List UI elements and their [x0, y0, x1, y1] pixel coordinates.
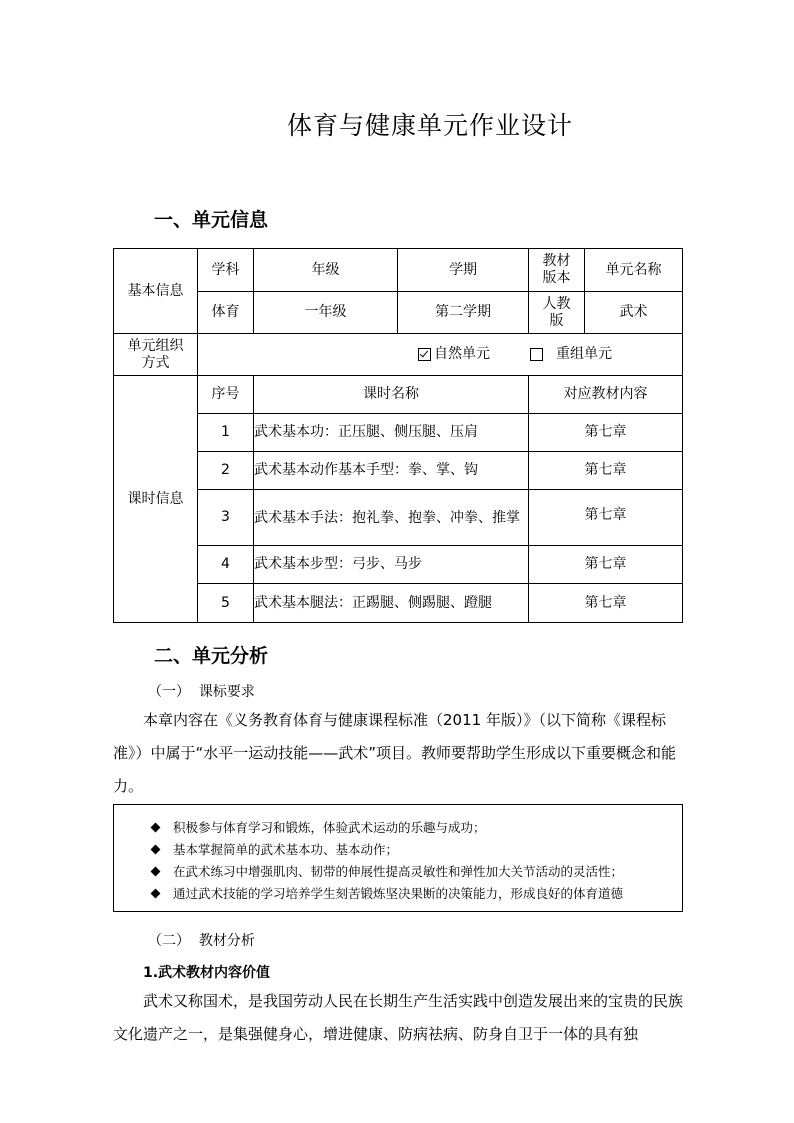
table-row [114, 452, 683, 490]
value-unit-name: 武术 [585, 292, 683, 334]
lesson-content: 第七章 [529, 546, 683, 584]
header-subject: 学科 [198, 249, 254, 292]
lesson-name: 武术基本腿法：正踢腿、侧踢腿、蹬腿 [254, 584, 529, 623]
lesson-header-content: 对应教材内容 [529, 376, 683, 414]
header-term: 学期 [398, 249, 529, 292]
header-grade: 年级 [254, 249, 398, 292]
lesson-name: 武术基本手法：抱礼拳、抱拳、冲拳、推掌 [254, 490, 529, 546]
basic-info-label: 基本信息 [114, 249, 198, 334]
list-item: 积极参与体育学习和锻炼，体验武术运动的乐趣与成功； [152, 817, 682, 839]
lesson-header-no: 序号 [198, 376, 254, 414]
section-heading-unit-analysis: 二、单元分析 [154, 645, 269, 667]
checkbox-checked-icon[interactable] [418, 348, 431, 361]
lesson-content: 第七章 [529, 414, 683, 452]
material-paragraph: 武术又称国术，是我国劳动人民在长期生产生活实践中创造发展出来的宝贵的民族文化遗产之一，是集强健身心，增进健康、防病祛病、防身自卫于一体的具有独 [113, 992, 683, 1043]
header-unit-name: 单元名称 [585, 249, 683, 292]
subheading-curriculum: （一） 课标要求 [148, 684, 255, 700]
lesson-content: 第七章 [529, 490, 683, 546]
natural-unit-option[interactable]: 自然单元 [418, 346, 490, 363]
lesson-no: 2 [198, 452, 254, 490]
header-edition: 教材版本 [529, 249, 585, 292]
lesson-no: 4 [198, 546, 254, 584]
checkbox-empty-icon[interactable] [530, 348, 543, 361]
subheading-material-value: 1.武术教材内容价值 [143, 965, 271, 981]
lesson-no: 5 [198, 584, 254, 623]
table-row [114, 490, 683, 546]
lesson-no: 3 [198, 490, 254, 546]
table-row [114, 584, 683, 623]
lesson-header-name: 课时名称 [254, 376, 529, 414]
list-item: 基本掌握简单的武术基本功、基本动作； [152, 839, 682, 861]
goals-box [113, 804, 683, 912]
regroup-unit-option[interactable]: 重组单元 [530, 346, 612, 363]
value-grade: 一年级 [254, 292, 398, 334]
list-item: 在武术练习中增强肌肉、韧带的伸展性提高灵敏性和弹性加大关节活动的灵活性； [152, 861, 682, 883]
org-method-label: 单元组织方式 [114, 334, 198, 376]
curriculum-paragraph: 本章内容在《义务教育体育与健康课程标准（2011 年版）》（以下简称《课程标准》）中属于“水平一运动技能——武术”项目。教师要帮助学生形成以下重要概念和能力。 [113, 711, 677, 795]
lesson-name: 武术基本功：正压腿、侧压腿、压肩 [254, 414, 529, 452]
section-heading-unit-info: 一、单元信息 [154, 209, 269, 231]
lesson-name: 武术基本动作基本手型：拳、掌、钩 [254, 452, 529, 490]
lesson-name: 武术基本步型：弓步、马步 [254, 546, 529, 584]
subheading-material: （二） 教材分析 [148, 933, 255, 949]
value-subject: 体育 [198, 292, 254, 334]
lesson-content: 第七章 [529, 584, 683, 623]
value-edition: 人教版 [529, 292, 585, 334]
org-method-options [198, 334, 683, 376]
unit-info-table [113, 248, 683, 623]
table-row [114, 414, 683, 452]
lesson-no: 1 [198, 414, 254, 452]
value-term: 第二学期 [398, 292, 529, 334]
table-row [114, 546, 683, 584]
lesson-content: 第七章 [529, 452, 683, 490]
lesson-info-label: 课时信息 [114, 376, 198, 623]
page-title: 体育与健康单元作业设计 [286, 111, 573, 140]
list-item: 通过武术技能的学习培养学生刻苦锻炼坚决果断的决策能力，形成良好的体育道德 [152, 883, 682, 905]
